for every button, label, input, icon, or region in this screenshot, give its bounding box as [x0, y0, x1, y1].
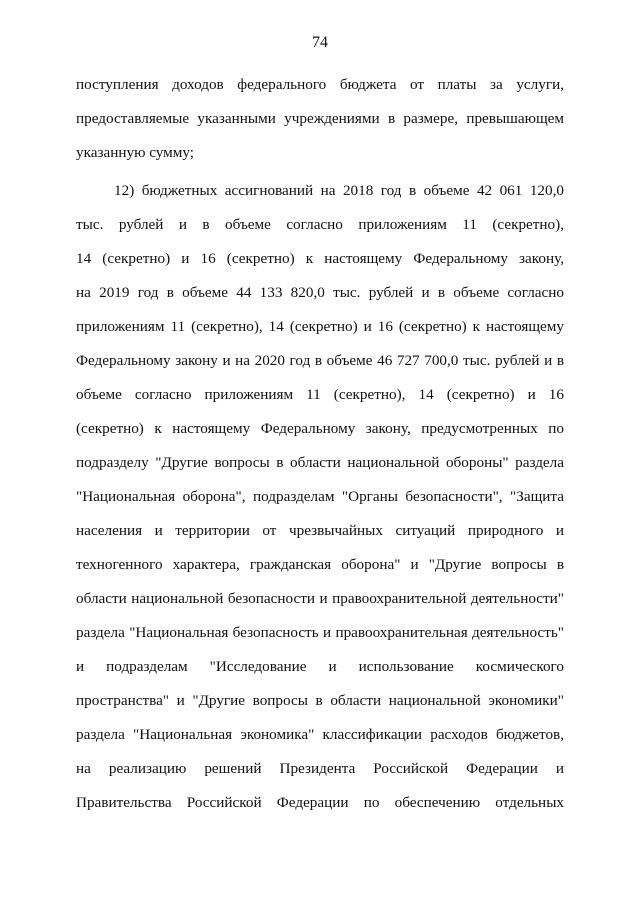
text-line: техногенного характера, гражданская оборона" и "Другие вопросы в	[76, 556, 564, 573]
text-line: на 2019 год в объеме 44 133 820,0 тыс. рублей и в объеме согласно	[76, 284, 564, 301]
text-line: поступления доходов федерального бюджета от платы за услуги,	[76, 76, 564, 93]
text-line: (секретно) к настоящему Федеральному закону, предусмотренных по	[76, 420, 564, 437]
text-line: Федеральному закону и на 2020 год в объеме 46 727 700,0 тыс. рублей и в	[76, 352, 564, 369]
text-line: раздела "Национальная экономика" классификации расходов бюджетов,	[76, 726, 564, 743]
text-line: указанную сумму;	[76, 144, 194, 161]
text-line: 12) бюджетных ассигнований на 2018 год в объеме 42 061 120,0	[114, 182, 564, 199]
text-line: предоставляемые указанными учреждениями в размере, превышающем	[76, 110, 564, 127]
text-line: населения и территории от чрезвычайных ситуаций природного и	[76, 522, 564, 539]
text-line: 14 (секретно) и 16 (секретно) к настоящему Федеральному закону,	[76, 250, 564, 267]
paragraph-1	[76, 68, 564, 170]
text-line: "Национальная оборона", подразделам "Органы безопасности", "Защита	[76, 488, 564, 505]
page-number: 74	[312, 34, 328, 51]
text-line: пространства" и "Другие вопросы в области национальной экономики"	[76, 692, 564, 709]
text-line: раздела "Национальная безопасность и правоохранительная деятельность"	[76, 624, 564, 641]
text-line: Правительства Российской Федерации по обеспечению отдельных	[76, 794, 564, 811]
text-line: приложениям 11 (секретно), 14 (секретно) и 16 (секретно) к настоящему	[76, 318, 564, 335]
text-line: на реализацию решений Президента Российской Федерации и	[76, 760, 564, 777]
paragraph-2	[76, 174, 564, 820]
text-line: области национальной безопасности и правоохранительной деятельности"	[76, 590, 564, 607]
text-line: и подразделам "Исследование и использование космического	[76, 658, 564, 675]
text-line: объеме согласно приложениям 11 (секретно), 14 (секретно) и 16	[76, 386, 564, 403]
text-line: тыс. рублей и в объеме согласно приложениям 11 (секретно),	[76, 216, 564, 233]
text-line: подразделу "Другие вопросы в области национальной обороны" раздела	[76, 454, 564, 471]
body-text	[76, 68, 564, 820]
